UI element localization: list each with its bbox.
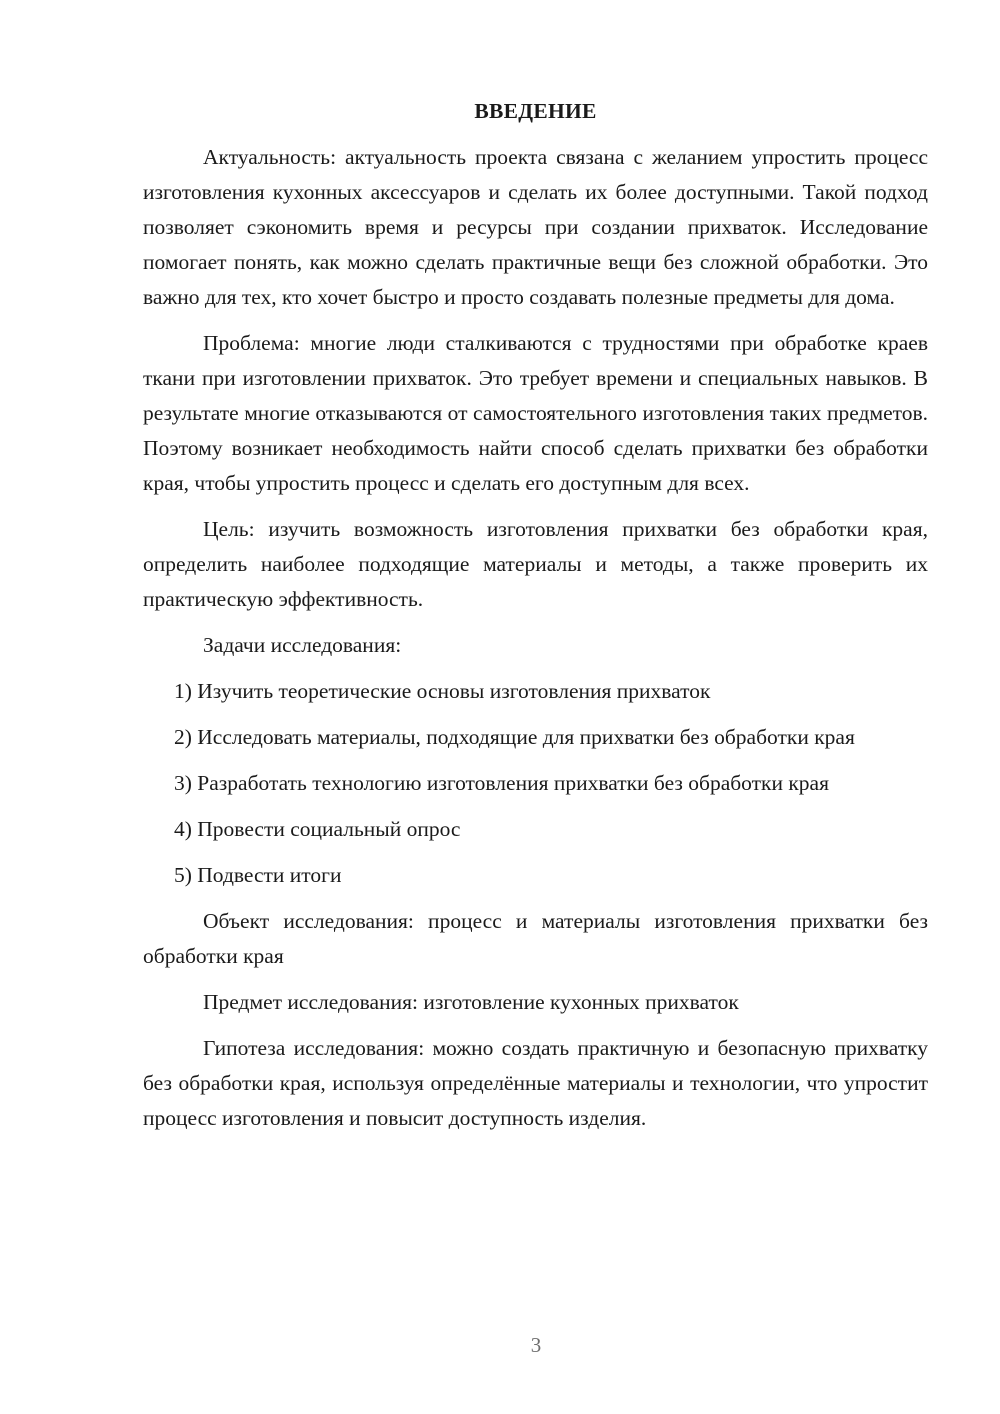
task-item-2: 2) Исследовать материалы, подходящие для прихватки без обработки края xyxy=(174,725,855,749)
hypothesis-paragraph: Гипотеза исследования: можно создать практичную и безопасную прихватку без обработки края, используя определённые материалы и технологии, что упростит процесс изготовления и повысит доступность изделия. xyxy=(143,1036,928,1130)
problem-paragraph: Проблема: многие люди сталкиваются с трудностями при обработке краев ткани при изготовлении прихваток. Это требует времени и специальных навыков. В результате многие отказываются от самостоятельного изготовления таких предметов. Поэтому возникает необходимость найти способ сделать прихватки без обработки края, чтобы упростить процесс и сделать его доступным для всех. xyxy=(143,331,928,495)
object-paragraph: Объект исследования: процесс и материалы изготовления прихватки без обработки края xyxy=(143,909,928,968)
task-item-5: 5) Подвести итоги xyxy=(174,863,342,887)
page-number: 3 xyxy=(530,1333,542,1357)
task-item-1: 1) Изучить теоретические основы изготовления прихваток xyxy=(174,679,711,703)
relevance-paragraph: Актуальность: актуальность проекта связана с желанием упростить процесс изготовления кухонных аксессуаров и сделать их более доступными. Такой подход позволяет сэкономить время и ресурсы при создании прихваток. Исследование помогает понять, как можно сделать практичные вещи без сложной обработки. Это важно для тех, кто хочет быстро и просто создавать полезные предметы для дома. xyxy=(143,145,928,309)
goal-paragraph: Цель: изучить возможность изготовления прихватки без обработки края, определить наиболее подходящие материалы и методы, а также проверить их практическую эффективность. xyxy=(143,517,928,611)
subject-paragraph: Предмет исследования: изготовление кухонных прихваток xyxy=(203,990,739,1014)
tasks-heading: Задачи исследования: xyxy=(203,633,402,657)
task-item-3: 3) Разработать технологию изготовления прихватки без обработки края xyxy=(174,771,829,795)
task-item-4: 4) Провести социальный опрос xyxy=(174,817,461,841)
document-page xyxy=(143,96,928,1147)
page-title: ВВЕДЕНИЕ xyxy=(474,99,597,123)
